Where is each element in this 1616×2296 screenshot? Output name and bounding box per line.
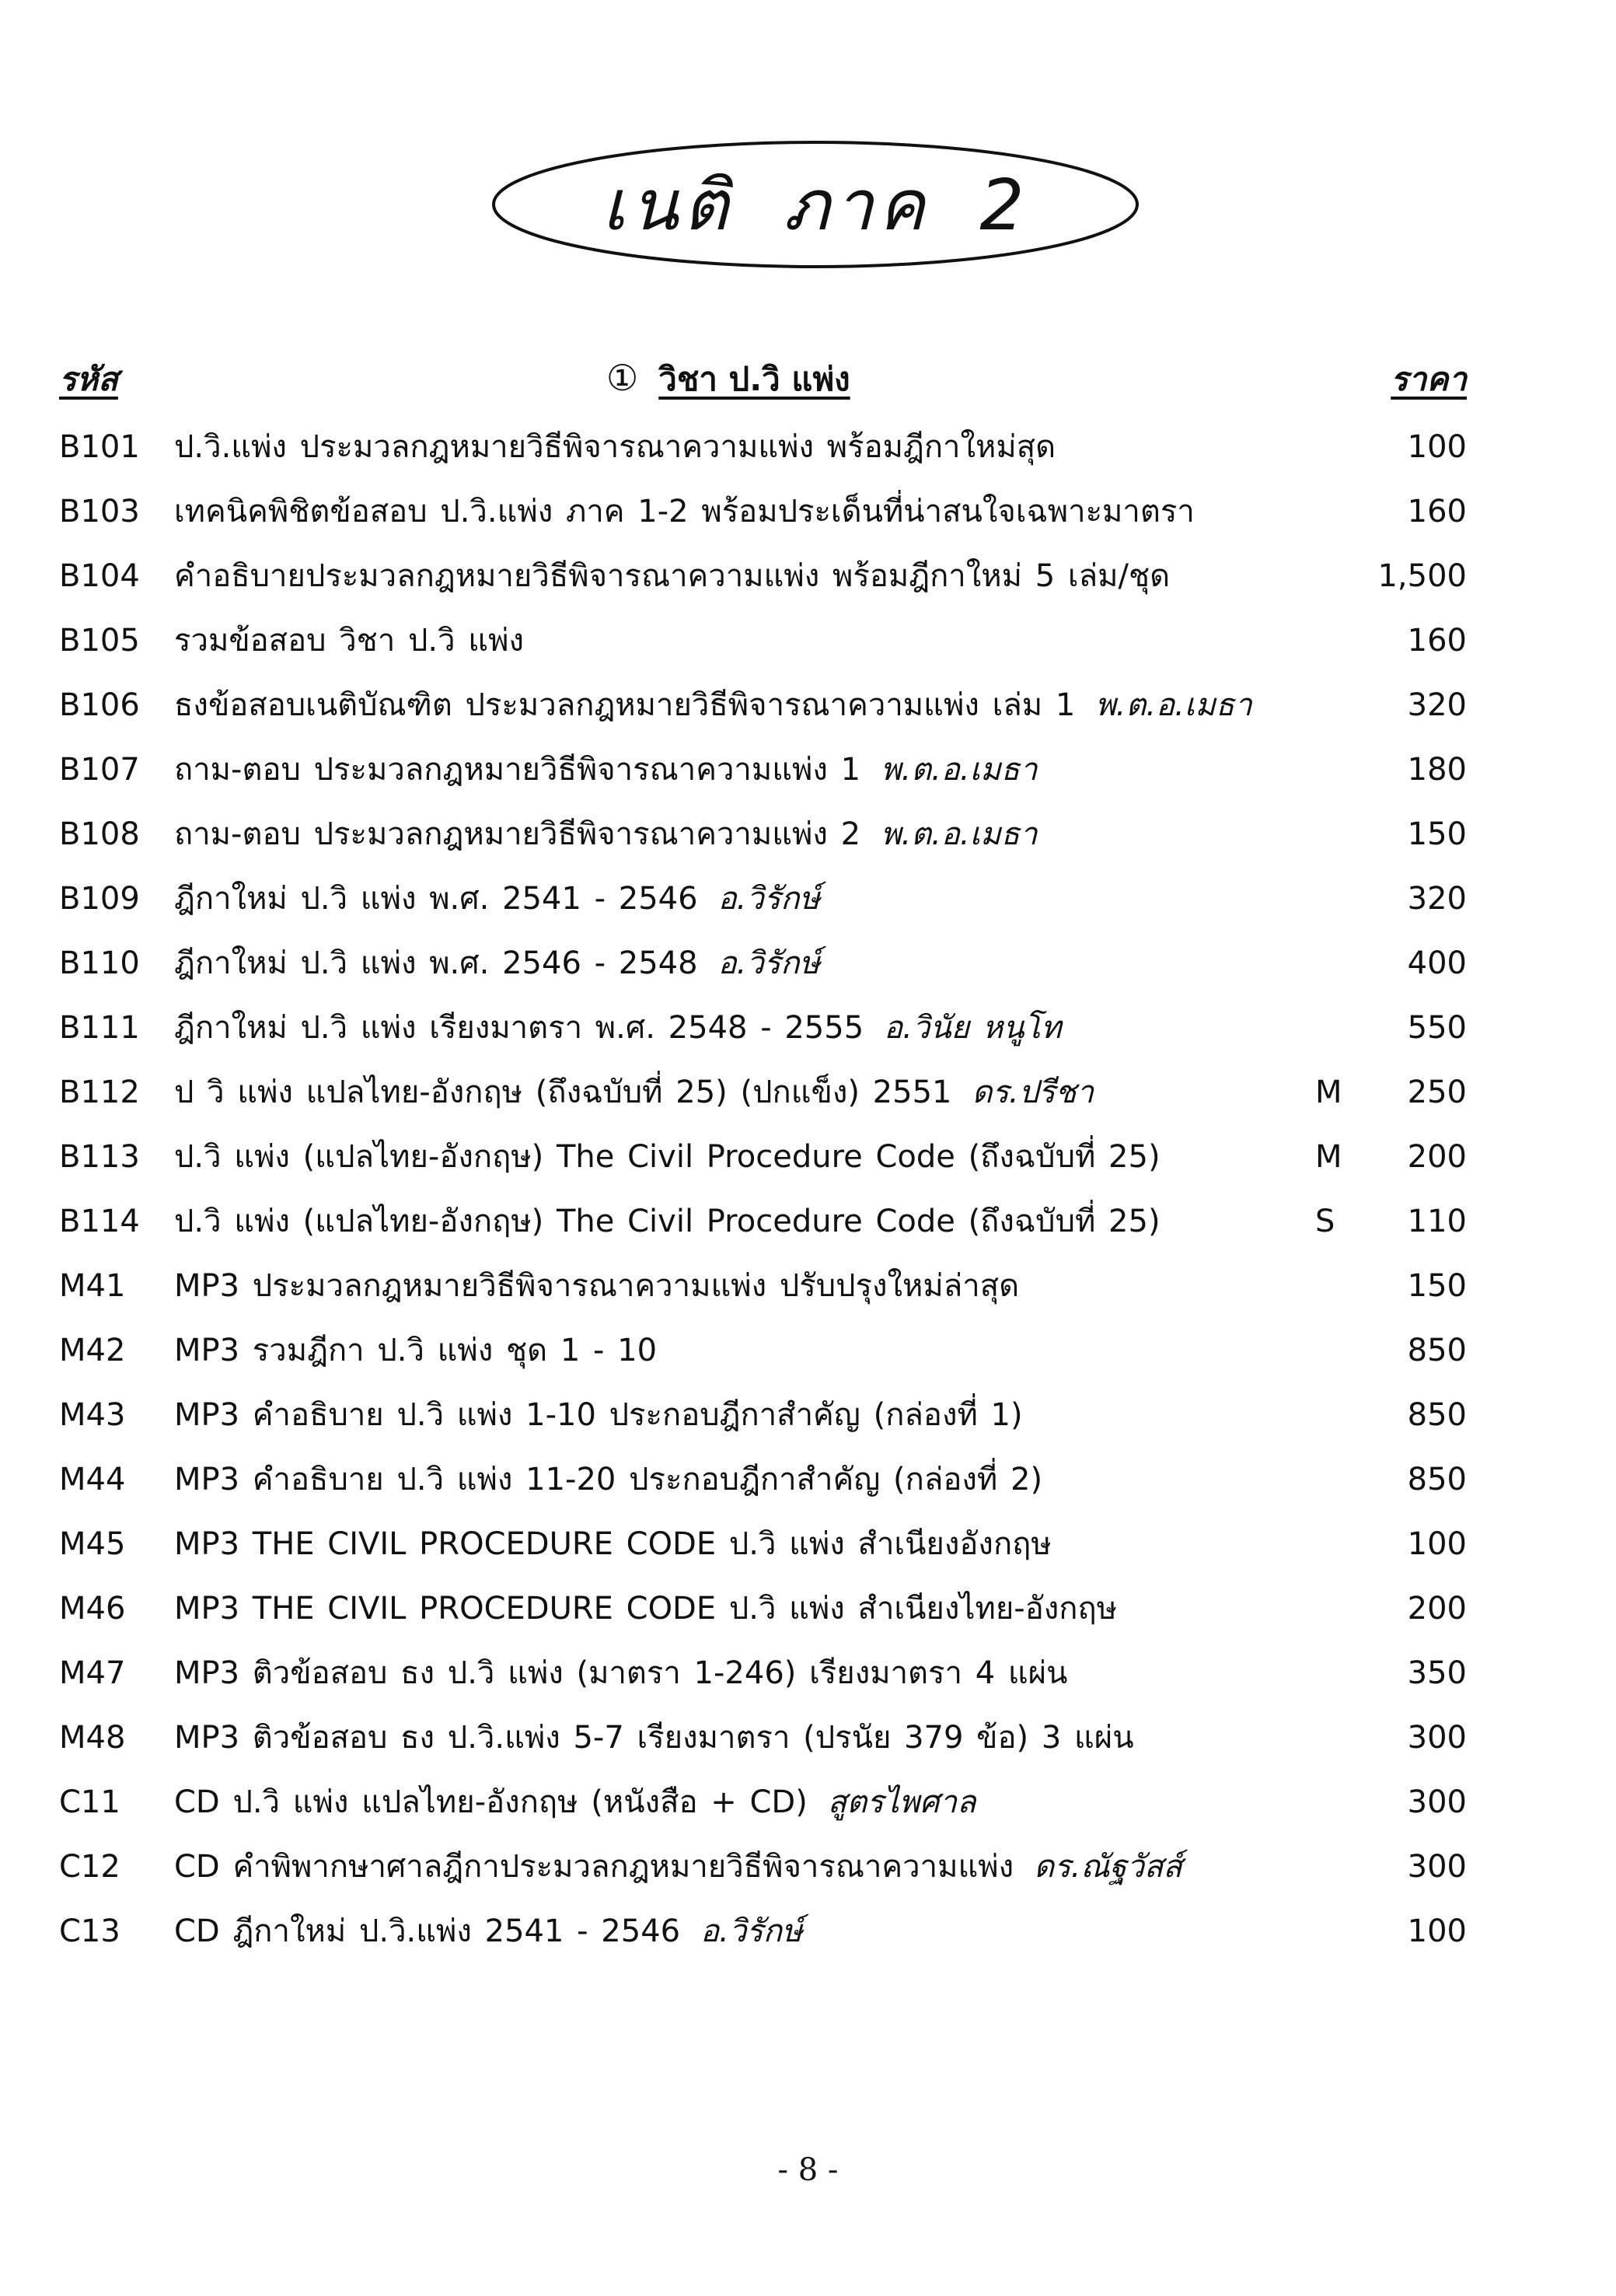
- item-code: C13: [59, 1913, 120, 1949]
- item-code: B104: [59, 558, 140, 594]
- subject-heading: [606, 354, 1026, 408]
- item-author: อ.วิรักษ์: [700, 1913, 803, 1949]
- item-price: 850: [1407, 1397, 1467, 1433]
- item-price: 300: [1407, 1720, 1467, 1756]
- item-author: ดร.ปรีชา: [972, 1075, 1094, 1110]
- item-author: อ.วินัย หนูโท: [884, 1010, 1062, 1046]
- item-size: S: [1315, 1204, 1335, 1239]
- list-item: [0, 549, 1616, 613]
- item-price: 100: [1407, 429, 1467, 465]
- list-item: [0, 936, 1616, 1001]
- item-price: 320: [1407, 687, 1467, 723]
- item-author: สูตรไพศาล: [827, 1784, 976, 1820]
- list-item: [0, 1194, 1616, 1259]
- item-title: MP3 คำอธิบาย ป.วิ แพ่ง 11-20 ประกอบฎีกาสำคัญ (กล่องที่ 2): [174, 1462, 1043, 1497]
- item-code: M46: [59, 1591, 126, 1627]
- item-price: 550: [1407, 1010, 1467, 1046]
- item-description: [174, 1452, 1042, 1507]
- item-author: พ.ต.อ.เมธา: [1095, 687, 1252, 723]
- item-description: [174, 420, 1056, 474]
- page-number: - 8 -: [777, 2152, 839, 2188]
- list-item: [0, 1517, 1616, 1581]
- list-item: [0, 1581, 1616, 1646]
- item-price: 200: [1407, 1139, 1467, 1175]
- item-author: อ.วิรักษ์: [717, 945, 820, 981]
- item-description: [174, 1581, 1117, 1636]
- item-code: M48: [59, 1720, 126, 1756]
- item-title: CD ป.วิ แพ่ง แปลไทย-อังกฤษ (หนังสือ + CD): [174, 1784, 808, 1820]
- item-code: B106: [59, 687, 140, 723]
- list-item: [0, 1388, 1616, 1452]
- item-description: [174, 1323, 657, 1378]
- item-description: [174, 1130, 1161, 1184]
- item-code: M44: [59, 1462, 126, 1497]
- item-code: B101: [59, 429, 140, 465]
- list-item: [0, 613, 1616, 678]
- item-price: 160: [1407, 494, 1467, 529]
- item-price: 350: [1407, 1655, 1467, 1691]
- item-description: [174, 1775, 976, 1829]
- item-title: ป.วิ แพ่ง (แปลไทย-อังกฤษ) The Civil Procedure Code (ถึงฉบับที่ 25): [174, 1139, 1161, 1175]
- item-list: [0, 420, 1616, 1969]
- list-item: [0, 420, 1616, 484]
- list-item: [0, 484, 1616, 549]
- item-price: 400: [1407, 945, 1467, 981]
- list-item: [0, 1065, 1616, 1130]
- item-code: B111: [59, 1010, 140, 1046]
- item-title: ป.วิ.แพ่ง ประมวลกฎหมายวิธีพิจารณาความแพ่ง พร้อมฎีกาใหม่สุด: [174, 429, 1056, 465]
- item-code: C11: [59, 1784, 120, 1820]
- item-title: ถาม-ตอบ ประมวลกฎหมายวิธีพิจารณาความแพ่ง 2: [174, 816, 861, 852]
- item-code: M43: [59, 1397, 126, 1433]
- item-title: MP3 ติวข้อสอบ ธง ป.วิ แพ่ง (มาตรา 1-246) เรียงมาตรา 4 แผ่น: [174, 1655, 1068, 1691]
- item-price: 850: [1407, 1462, 1467, 1497]
- item-title: MP3 THE CIVIL PROCEDURE CODE ป.วิ แพ่ง สำเนียงอังกฤษ: [174, 1526, 1052, 1562]
- item-title: คำอธิบายประมวลกฎหมายวิธีพิจารณาความแพ่ง พร้อมฎีกาใหม่ 5 เล่ม/ชุด: [174, 558, 1171, 594]
- title-oval: [490, 138, 1141, 271]
- list-item: [0, 1452, 1616, 1517]
- item-description: [174, 484, 1195, 539]
- item-price: 150: [1407, 1268, 1467, 1304]
- item-code: C12: [59, 1849, 120, 1885]
- item-title: MP3 ประมวลกฎหมายวิธีพิจารณาความแพ่ง ปรับปรุงใหม่ล่าสุด: [174, 1268, 1020, 1304]
- list-item: [0, 1711, 1616, 1775]
- item-title: ฎีกาใหม่ ป.วิ แพ่ง พ.ศ. 2546 - 2548: [174, 945, 698, 981]
- item-price: 110: [1407, 1204, 1467, 1239]
- item-title: เทคนิคพิชิตข้อสอบ ป.วิ.แพ่ง ภาค 1-2 พร้อมประเด็นที่น่าสนใจเฉพาะมาตรา: [174, 494, 1195, 529]
- item-price: 300: [1407, 1784, 1467, 1820]
- item-description: [174, 549, 1170, 603]
- item-title: ถาม-ตอบ ประมวลกฎหมายวิธีพิจารณาความแพ่ง 1: [174, 752, 861, 788]
- subject-label: วิชา ป.วิ แพ่ง: [658, 360, 850, 398]
- item-description: [174, 1388, 1023, 1442]
- subject-number-icon: ①: [606, 357, 639, 399]
- item-price: 150: [1407, 816, 1467, 852]
- item-title: MP3 THE CIVIL PROCEDURE CODE ป.วิ แพ่ง สำเนียงไทย-อังกฤษ: [174, 1591, 1118, 1627]
- list-item: [0, 872, 1616, 936]
- item-title: ป วิ แพ่ง แปลไทย-อังกฤษ (ถึงฉบับที่ 25) (ปกแข็ง) 2551: [174, 1075, 952, 1110]
- item-title: CD ฎีกาใหม่ ป.วิ.แพ่ง 2541 - 2546: [174, 1913, 681, 1949]
- item-description: [174, 936, 820, 991]
- item-code: B103: [59, 494, 140, 529]
- item-description: [174, 1001, 1061, 1055]
- list-item: [0, 807, 1616, 872]
- item-code: M42: [59, 1333, 126, 1368]
- item-title: MP3 รวมฎีกา ป.วิ แพ่ง ชุด 1 - 10: [174, 1333, 658, 1368]
- list-item: [0, 1130, 1616, 1194]
- item-description: [174, 613, 524, 668]
- item-code: M47: [59, 1655, 126, 1691]
- item-author: ดร.ณัฐวัสส์: [1034, 1849, 1182, 1885]
- item-description: [174, 807, 1038, 861]
- item-price: 320: [1407, 881, 1467, 917]
- item-code: B110: [59, 945, 140, 981]
- item-title: CD คำพิพากษาศาลฎีกาประมวลกฎหมายวิธีพิจารณาความแพ่ง: [174, 1849, 1014, 1885]
- list-item: [0, 1904, 1616, 1969]
- item-author: พ.ต.อ.เมธา: [881, 752, 1038, 788]
- item-description: [174, 1517, 1052, 1571]
- item-code: B113: [59, 1139, 140, 1175]
- code-column-header: รหัส: [59, 360, 118, 398]
- item-size: M: [1315, 1139, 1342, 1175]
- item-code: M41: [59, 1268, 126, 1304]
- item-price: 160: [1407, 623, 1467, 659]
- item-code: B105: [59, 623, 140, 659]
- item-description: [174, 743, 1038, 797]
- item-price: 200: [1407, 1591, 1467, 1627]
- item-author: พ.ต.อ.เมธา: [881, 816, 1038, 852]
- list-item: [0, 1323, 1616, 1388]
- item-description: [174, 678, 1252, 732]
- item-price: 180: [1407, 752, 1467, 788]
- item-description: [174, 1194, 1161, 1249]
- item-description: [174, 1840, 1182, 1894]
- price-column-header: ราคา: [1391, 360, 1467, 398]
- item-description: [174, 1904, 802, 1959]
- item-title: ธงข้อสอบเนติบัณฑิต ประมวลกฎหมายวิธีพิจารณาความแพ่ง เล่ม 1: [174, 687, 1076, 723]
- page-title: เนติ ภาค 2: [602, 164, 1029, 246]
- item-description: [174, 872, 820, 926]
- item-description: [174, 1065, 1094, 1120]
- list-item: [0, 678, 1616, 743]
- item-description: [174, 1711, 1134, 1765]
- item-description: [174, 1646, 1067, 1700]
- item-code: B107: [59, 752, 140, 788]
- item-title: ป.วิ แพ่ง (แปลไทย-อังกฤษ) The Civil Procedure Code (ถึงฉบับที่ 25): [174, 1204, 1161, 1239]
- list-item: [0, 1840, 1616, 1904]
- list-item: [0, 743, 1616, 807]
- item-price: 100: [1407, 1526, 1467, 1562]
- list-item: [0, 1001, 1616, 1065]
- item-author: อ.วิรักษ์: [717, 881, 820, 917]
- item-price: 300: [1407, 1849, 1467, 1885]
- item-price: 100: [1407, 1913, 1467, 1949]
- item-code: B112: [59, 1075, 140, 1110]
- list-item: [0, 1646, 1616, 1711]
- item-description: [174, 1259, 1019, 1313]
- list-item: [0, 1775, 1616, 1840]
- item-title: ฎีกาใหม่ ป.วิ แพ่ง พ.ศ. 2541 - 2546: [174, 881, 698, 917]
- item-size: M: [1315, 1075, 1342, 1110]
- item-title: ฎีกาใหม่ ป.วิ แพ่ง เรียงมาตรา พ.ศ. 2548 - 2555: [174, 1010, 864, 1046]
- item-price: 1,500: [1377, 558, 1467, 594]
- item-price: 850: [1407, 1333, 1467, 1368]
- item-code: B114: [59, 1204, 140, 1239]
- list-item: [0, 1259, 1616, 1323]
- item-code: B108: [59, 816, 140, 852]
- item-price: 250: [1407, 1075, 1467, 1110]
- item-title: MP3 คำอธิบาย ป.วิ แพ่ง 1-10 ประกอบฎีกาสำคัญ (กล่องที่ 1): [174, 1397, 1023, 1433]
- item-title: รวมข้อสอบ วิชา ป.วิ แพ่ง: [174, 623, 524, 659]
- item-code: B109: [59, 881, 140, 917]
- item-code: M45: [59, 1526, 126, 1562]
- item-title: MP3 ติวข้อสอบ ธง ป.วิ.แพ่ง 5-7 เรียงมาตรา (ปรนัย 379 ข้อ) 3 แผ่น: [174, 1720, 1134, 1756]
